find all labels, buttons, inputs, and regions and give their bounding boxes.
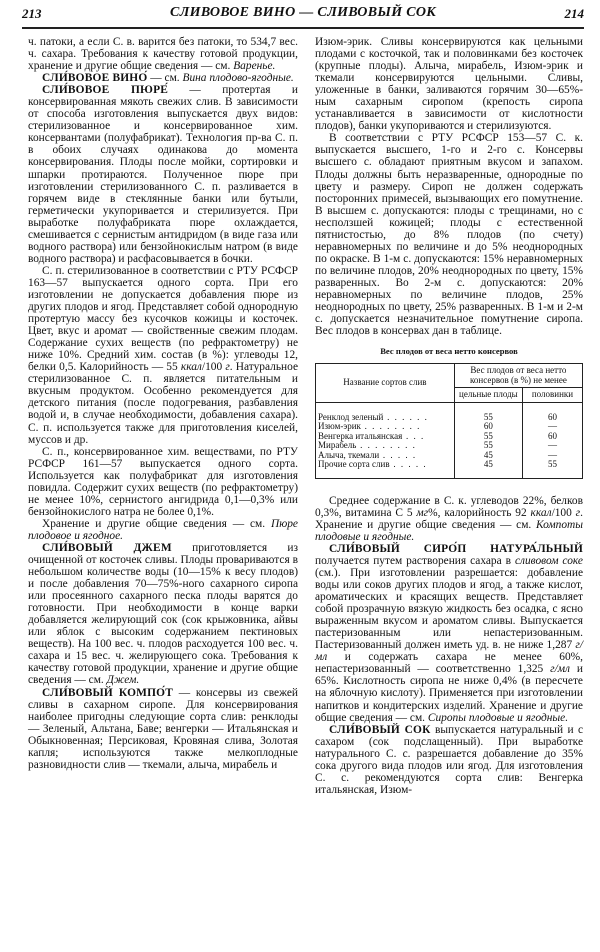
pyure-paragraph-3: С. п., консервированное хим. веществами, по РТУ РСФСР 161—57 выпускается одного сорта. Используется как полуфабрикат для изготовления повидла. Содержит сухих веществ (по рефрактометру) не менее 10%, сернистого ангидрида 0,1—0,3% или бензойнокислого натра не более 0,1%. <box>28 445 298 518</box>
table-row <box>316 460 583 478</box>
paragraph-text: (см.). При изготовлении разрешается: добавление воды или соков других плодов и ягод, а также кислот, ароматических и красящих веществ. Представляет собой прозрачную вязкую жидкость без осадка, с ясно выраженным вкусом и ароматом сливы. Выпускается пастеризованным или непастеризованным. Пастеризованный должен иметь уд. в. не ниже 1,287 <box>315 567 583 652</box>
halves-value: — <box>522 441 582 451</box>
paragraph-text: . Натуральное стерилизованное С. п. является питательным и вкусным продуктом. Особенно рекомендуется для детского питания (после подогревания, разбавления водой и, в случае необходимости, добавления сахара). С. п. используется также для приготовления киселей, муссов и др. <box>28 361 299 446</box>
halves-value: — <box>522 422 582 432</box>
fruit-weight-table <box>315 363 583 479</box>
variety-name: Мирабель <box>318 441 357 451</box>
variety-name: Прочие сорта слив <box>318 460 390 470</box>
pyure-paragraph-4 <box>28 518 298 542</box>
cross-reference: Вина плодово-ягодные. <box>182 72 294 85</box>
page-number-right: 214 <box>564 6 584 21</box>
paragraph-text: выпускается натуральный и с сахаром (сок подслащенный). При выработке натурального С. с. разрешается добавление до 35% сока другого вида плодов или ягод. Для изготовления С. с. рекомендуются сорта слив: Венгерка итальянская, Изюм- <box>315 723 584 796</box>
running-title: СЛИВОВОЕ ВИНО — СЛИВОВЫЙ СОК <box>169 5 437 20</box>
column-header-group: Вес плодов от веса нетто консервов (в %) не менее <box>454 364 582 388</box>
leader-dots: . . . . . <box>379 450 417 460</box>
leader-dots: . . . . . <box>389 460 428 470</box>
entry-slivovyi-kompot <box>28 687 298 771</box>
paragraph-text: и содержать сахара не менее 60%, непастеризованный — соответственно 1,325 <box>315 651 583 676</box>
leader-dots: . . . . . . . . <box>356 441 417 451</box>
paragraph-text: — консервы из свежей сливы в сахарном сиропе. Для консервирования наиболее пригодны следующие сорта слив: ренклоды — Зеленый, Альтана, Баве; венгерки — Итальянская и Обыкновенная; Персиковая, Кровяная слива, Золотая капля; используются также мелкоплодные разновидности слив — ткемали, алыча, мирабель и <box>28 686 298 771</box>
entry-slivovyi-sirop <box>315 543 583 724</box>
halves-value: — <box>522 451 582 461</box>
variety-name: Венгерка итальянская <box>318 431 403 441</box>
column-header-variety: Название сортов слив <box>316 364 455 403</box>
right-column <box>315 36 583 796</box>
unit-label: г <box>225 361 230 374</box>
unit-label: г/мл <box>315 639 583 664</box>
halves-value: 60 <box>522 432 582 442</box>
whole-value: 45 <box>454 451 522 461</box>
entry-slivovoe-pyure <box>28 84 298 265</box>
column-header-whole: цельные плоды <box>454 388 522 403</box>
kompot-paragraph-3 <box>315 495 583 543</box>
column-header-halves: половинки <box>522 388 582 403</box>
paragraph-text: /100 <box>201 361 226 374</box>
leader-dots: . . . <box>402 431 425 441</box>
paragraph-text: Среднее содержание в С. к. углеводов 22%, белков 0,3%, витамина С 5 <box>315 494 583 519</box>
paragraph-text: получается путем растворения сахара в <box>315 554 515 567</box>
variety-name: Алыча, ткемали <box>318 450 380 460</box>
whole-value: 60 <box>454 422 522 432</box>
entry-slivovyi-dzhem <box>28 542 298 687</box>
page-number-left: 213 <box>22 6 42 21</box>
unit-label: ккал <box>530 506 552 519</box>
kompot-continuation: Изюм-эрик. Сливы консервируются как цельными плодами с косточкой, так и половинками без косточек (крупные плоды). Алыча, мирабель, Изюм-эрик и ткемали консервируются цельными. Сливы, уложенные в банки, заливаются горячим 30—65%-ным сахарным сиропом (крепость сиропа устанавливается в зависимости от кислотности плодов), банки укупориваются и стерилизуются. <box>315 36 583 133</box>
variety-name: Изюм-эрик <box>318 422 361 432</box>
entry-term: СЛИ́ВОВЫЙ СИРО́П НАТУРА́ЛЬНЫЙ <box>329 542 583 555</box>
left-column <box>28 36 298 771</box>
table-row <box>316 451 583 461</box>
page-header <box>22 4 584 26</box>
entry-term: СЛИ́ВОВЫЙ СОК <box>329 723 431 736</box>
cross-reference: Сиропы плодовые и ягодные. <box>427 711 569 724</box>
leader-dots: . . . . . . <box>383 411 429 422</box>
whole-value: 55 <box>454 441 522 451</box>
whole-value: 45 <box>454 460 522 478</box>
header-rule <box>22 27 584 29</box>
unit-label: г <box>575 506 581 519</box>
cross-reference: Джем. <box>106 674 140 687</box>
unit-label: г/мл <box>550 663 571 676</box>
paragraph-text: /100 <box>551 506 576 519</box>
table-row <box>316 422 583 432</box>
cross-reference: сливовом соке <box>514 554 583 567</box>
paragraph-text: приготовляется из очищенной от косточек сливы. Плоды провариваются в небольшом количестве воды (10—15% к весу плодов) и после добавления 70—75%-ного сахарного сиропа или просеянного сахарного песка плоды варятся до готовности. При необходимости в конце варки добавляется желирующий сок (сок крыжовника, айвы или яблок с высоким содержанием пектиновых веществ). На 100 вес. ч. плодов расходуется 100 вес. ч. сахара и 15 вес. ч. желирующего сока. Требования к качеству готовой продукции, хранение и другие общие сведения — см. <box>28 541 298 687</box>
table-row <box>316 432 583 442</box>
unit-label: ккал <box>180 361 202 374</box>
pyure-paragraph-2 <box>28 265 298 446</box>
halves-value: 55 <box>522 460 582 478</box>
whole-value: 55 <box>454 432 522 442</box>
cross-reference: Варенье. <box>233 60 276 73</box>
cross-reference: Пюре плодовое и ягодное. <box>28 517 298 542</box>
leader-dots: . . . . . . . . <box>360 422 421 432</box>
table-row <box>316 402 583 422</box>
kompot-paragraph-2: В соответствии с РТУ РСФСР 153—57 С. к. выпускается высшего, 1-го и 2-го с. Консервы высшего с. обладают приятным вкусом и запахом. Плоды должны быть неразваренные, однородные по цвету и размеру. Сироп не должен содержать посторонних примесей, вызывающих его помутнение. В высшем с. допускаются: плоды с трещинами, но с несползшей кожицей; плоды с естественной пятнистостью, до 8% плодов (по счету) неравномерных по величине и до 5% неоднородных по окраске. В 1-м с. допускаются: 15% неравномерных по величине плодов, 20% неоднородных по цвету, 15% разваренных. Во 2-м с. допускаются: 20% неравномерных по величине плодов, 25% неоднородных по цвету, 25% разваренных. В 1-м и 2-м с. допускается незначительное помутнение сиропа. Вес плодов в консервах дан в таблице. <box>315 132 583 338</box>
paragraph-text: %, калорийность 92 <box>428 506 531 519</box>
unit-label: мг <box>416 506 429 519</box>
entry-term: СЛИ́ВОВОЕ ВИНО́ <box>42 72 148 85</box>
paragraph-text: . Хранение и другие общие сведения — см. <box>315 506 583 531</box>
variety-name: Ренклод зеленый <box>318 411 384 422</box>
paragraph-text: С. п. стерилизованное в соответствии с РТУ РСФСР 163—57 выпускается одного сорта. При его изготовлении не допускается добавления пюре из других плодов и ягод. Представляет собой однородную протертую массу без кусочков кожицы и косточек. Цвет, вкус и аромат — свойственные свежим плодам. Содержание сухих веществ (по рефрактометру) не ниже 10%. Средний хим. состав (в %): углеводы 12, белки 0,5. Калорийность — 55 <box>28 264 298 374</box>
paragraph-text: Хранение и другие общие сведения — см. <box>42 517 271 530</box>
paragraph-text: — протертая и консервированная мякоть свежих слив. В зависимости от способа изготовления выпускается двух видов: стерилизованное и консервированное хим. консервантами (полуфабрикат). Технология пр-ва С. п. в обоих случаях одинакова до момента консервирования. Плоды после мойки, сортировки и шпарки протираются. Полученное пюре при изготовлении стерилизованного С. п. разливается в горячем виде в стеклянные банки или бутыли, герметически укупоривается и стерилизуется. При выработке полуфабриката пюре охлаждается, смешивается с сернистым антидридом (в виде газа или водного раствора) или бензойнокислым натром (в виде водного раствора) и расфасовывается в бочки. <box>28 84 298 265</box>
entry-term: СЛИ́ВОВЫЙ ДЖЕМ <box>42 541 172 554</box>
paragraph-text: ч. патоки, а если С. в. варится без патоки, то 534,7 вес. ч. сахара. Требования к качеству готовой продукции, хранение и другие общие сведения — см. <box>28 36 298 73</box>
halves-value: 60 <box>522 402 582 422</box>
whole-value: 55 <box>454 402 522 422</box>
entry-slivovoe-vino <box>28 72 298 84</box>
paragraph-text: и 65%. Кислотность сиропа не ниже 0,4% (в пересчете на яблочную кислоту). Применяется при изготовлении напитков и кондитерских изделий. Хранение и другие общие сведения — см. <box>315 663 583 724</box>
table-caption: Вес плодов от веса нетто консервов <box>380 346 518 357</box>
cross-reference: Компоты плодовые и ягодные. <box>315 518 583 543</box>
continuation-paragraph <box>28 36 298 72</box>
entry-term: СЛИ́ВОВОЕ ПЮРЕ́ <box>42 84 169 97</box>
entry-slivovyi-sok <box>315 724 583 796</box>
paragraph-text: — см. <box>147 72 183 85</box>
table-row <box>316 441 583 451</box>
entry-term: СЛИ́ВОВЫЙ КОМПО́Т <box>42 686 174 699</box>
